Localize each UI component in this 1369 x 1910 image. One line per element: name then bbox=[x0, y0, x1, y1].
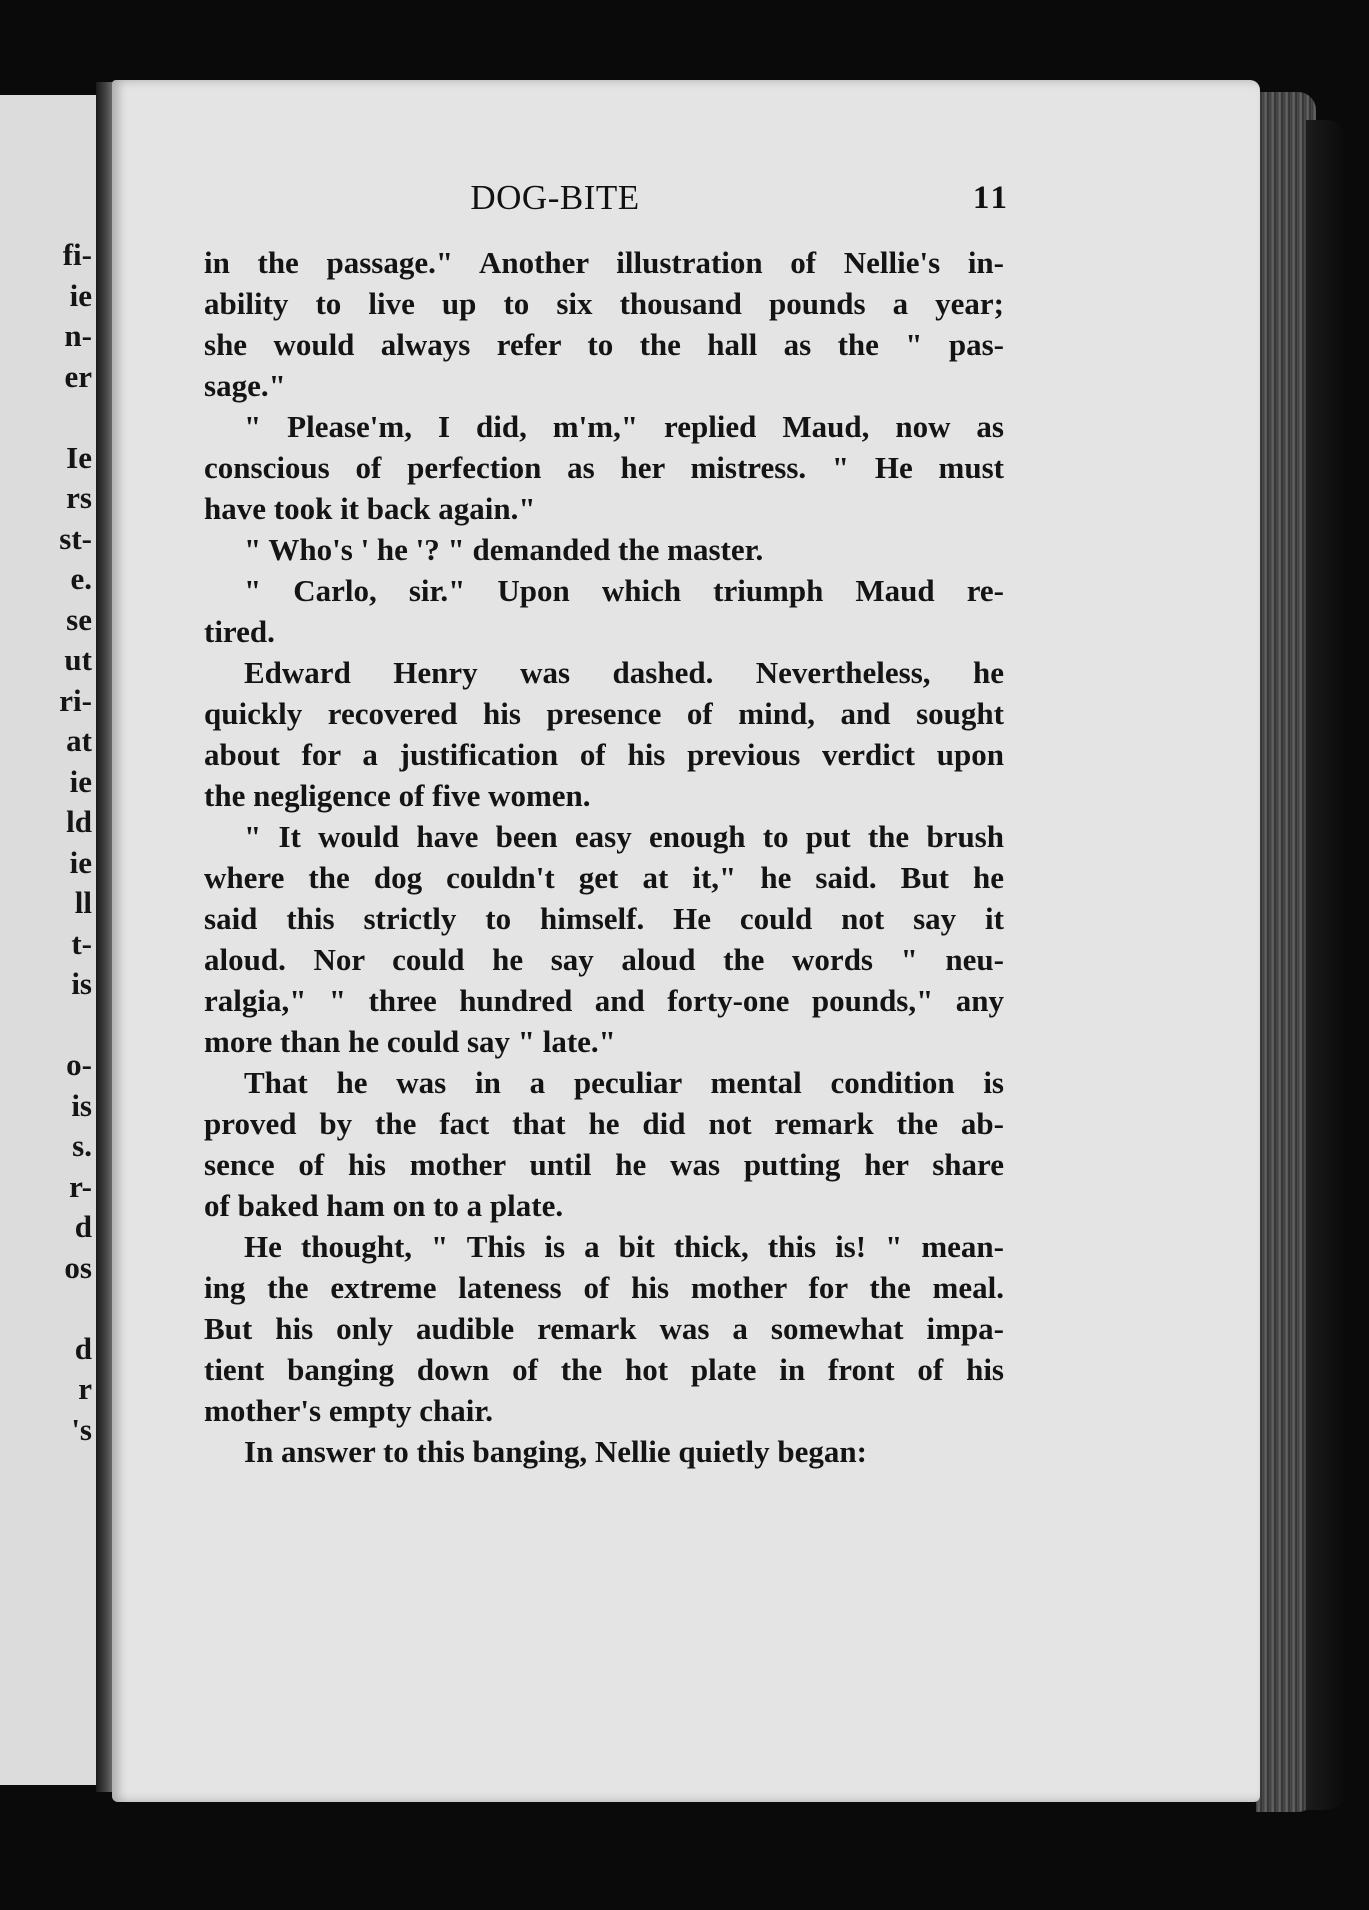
page-number: 11 bbox=[972, 180, 1010, 216]
previous-page-fragment bbox=[0, 1005, 100, 1046]
text-line: where the dog couldn't get at it," he said. But he bbox=[204, 860, 1004, 895]
previous-page-fragment: at bbox=[66, 723, 92, 758]
previous-page-fragment: d bbox=[74, 1330, 92, 1366]
text-line: proved by the fact that he did not remark the ab- bbox=[204, 1106, 1004, 1141]
previous-page-fragment: fi- bbox=[62, 237, 92, 272]
text-line: quickly recovered his presence of mind, and sought bbox=[204, 696, 1004, 731]
previous-page-fragment bbox=[0, 397, 100, 438]
previous-page-fragment: se bbox=[66, 601, 92, 637]
text-line: In answer to this banging, Nellie quietly began: bbox=[244, 1434, 867, 1469]
previous-page-fragment: o- bbox=[66, 1047, 92, 1082]
page-body-text bbox=[204, 242, 1004, 1472]
previous-page-fragment: 's bbox=[71, 1411, 92, 1447]
previous-page-fragment: e. bbox=[70, 561, 92, 596]
previous-page-fragment: is bbox=[71, 966, 92, 1001]
previous-page-fragment: Ie bbox=[66, 439, 92, 475]
previous-page-fragment: os bbox=[64, 1249, 92, 1285]
text-line: " Please'm, I did, m'm," replied Maud, now as bbox=[244, 409, 1004, 444]
previous-page-fragment: n- bbox=[64, 318, 92, 353]
text-line: " Carlo, sir." Upon which triumph Maud re- bbox=[244, 573, 1004, 608]
previous-page-fragment bbox=[0, 1288, 100, 1329]
previous-page-fragment: ie bbox=[69, 763, 92, 799]
text-line: mother's empty chair. bbox=[204, 1393, 494, 1428]
previous-page-fragment: t- bbox=[71, 925, 92, 961]
text-line: of baked ham on to a plate. bbox=[204, 1188, 564, 1223]
text-line: conscious of perfection as her mistress. " He must bbox=[204, 450, 1004, 485]
text-line: He thought, " This is a bit thick, this is! " mean- bbox=[244, 1229, 1004, 1264]
previous-page-line-fragments bbox=[0, 235, 100, 1450]
previous-page-edge bbox=[0, 95, 104, 1785]
text-line: Edward Henry was dashed. Nevertheless, he bbox=[244, 655, 1004, 690]
text-line: " Who's ' he '? " demanded the master. bbox=[244, 532, 764, 567]
text-line: more than he could say " late." bbox=[204, 1024, 616, 1059]
text-line: have took it back again." bbox=[204, 491, 536, 526]
text-line: said this strictly to himself. He could not say it bbox=[204, 901, 1004, 936]
book-cover-edge bbox=[1306, 120, 1346, 1810]
previous-page-fragment: ri- bbox=[59, 682, 92, 718]
text-line: sence of his mother until he was putting her share bbox=[204, 1147, 1004, 1182]
previous-page-fragment: r bbox=[78, 1371, 92, 1406]
text-line: sage." bbox=[204, 368, 286, 403]
previous-page-fragment: rs bbox=[66, 480, 92, 515]
text-line: about for a justification of his previous verdict upon bbox=[204, 737, 1004, 772]
previous-page-fragment: s. bbox=[72, 1128, 92, 1163]
previous-page-fragment: r- bbox=[69, 1168, 92, 1204]
text-line: she would always refer to the hall as the " pas- bbox=[204, 327, 1004, 362]
running-head: DOG-BITE bbox=[470, 178, 640, 217]
previous-page-fragment: st- bbox=[59, 520, 92, 556]
text-line: " It would have been easy enough to put the brush bbox=[244, 819, 1004, 854]
text-line: ability to live up to six thousand pounds a year; bbox=[204, 286, 1004, 321]
previous-page-fragment: ut bbox=[64, 642, 92, 677]
text-line: the negligence of five women. bbox=[204, 778, 591, 813]
previous-page-fragment: er bbox=[64, 358, 92, 394]
text-line: ing the extreme lateness of his mother for the meal. bbox=[204, 1270, 1004, 1305]
previous-page-fragment: ie bbox=[69, 844, 92, 880]
text-line: in the passage." Another illustration of Nellie's in- bbox=[204, 245, 1004, 280]
previous-page-fragment: ll bbox=[74, 885, 92, 920]
text-line: tient banging down of the hot plate in front of his bbox=[204, 1352, 1004, 1387]
text-line: That he was in a peculiar mental condition is bbox=[244, 1065, 1004, 1100]
previous-page-fragment: ld bbox=[66, 804, 92, 839]
previous-page-fragment: d bbox=[74, 1209, 92, 1244]
text-line: ralgia," " three hundred and forty-one pounds," any bbox=[204, 983, 1004, 1018]
previous-page-fragment: is bbox=[71, 1087, 92, 1123]
text-line: But his only audible remark was a somewhat impa- bbox=[204, 1311, 1004, 1346]
text-line: tired. bbox=[204, 614, 275, 649]
text-line: aloud. Nor could he say aloud the words " neu- bbox=[204, 942, 1004, 977]
previous-page-fragment: ie bbox=[69, 277, 92, 313]
